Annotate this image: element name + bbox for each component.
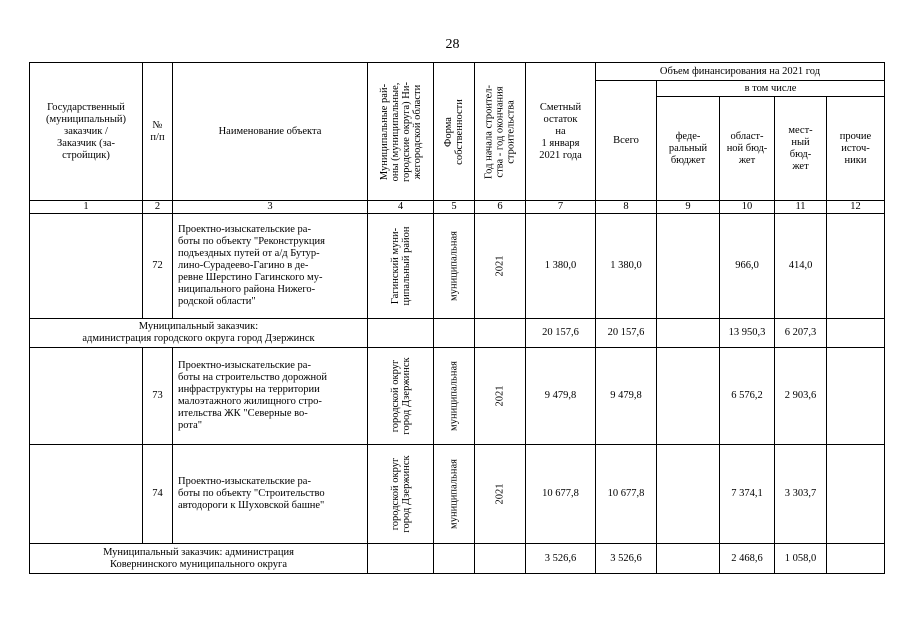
row-object-name: Проектно-изыскательские ра- боты по объекту "Строительство автодороги к Шуховской башне" (173, 445, 368, 544)
row-number: 74 (143, 445, 173, 544)
row-total: 10 677,8 (596, 445, 657, 544)
row-regional: 7 374,1 (720, 445, 775, 544)
column-number-row (30, 201, 885, 214)
row-year: 2021 (475, 214, 526, 319)
row-year: 2021 (475, 445, 526, 544)
col-num-12: 12 (827, 201, 885, 214)
row-regional: 966,0 (720, 214, 775, 319)
col-num-5: 5 (434, 201, 475, 214)
header-years: Год начала строител- ства - год окончания строительства (475, 63, 526, 201)
row-customer (30, 348, 143, 445)
row-total: 1 380,0 (596, 214, 657, 319)
subtotal-district (368, 319, 434, 348)
col-num-3: 3 (173, 201, 368, 214)
col-num-9: 9 (657, 201, 720, 214)
col-num-1: 1 (30, 201, 143, 214)
row-other (827, 214, 885, 319)
subtotal-other (827, 544, 885, 574)
subtotal-row (30, 544, 885, 574)
header-funding-2021: Объем финансирования на 2021 год (596, 63, 885, 81)
subtotal-regional: 2 468,6 (720, 544, 775, 574)
row-other (827, 445, 885, 544)
subtotal-federal (657, 319, 720, 348)
col-num-10: 10 (720, 201, 775, 214)
row-ownership: муниципальная (434, 348, 475, 445)
subtotal-row (30, 319, 885, 348)
row-district: городской округ город Дзержинск (368, 348, 434, 445)
row-balance: 9 479,8 (526, 348, 596, 445)
row-federal (657, 214, 720, 319)
subtotal-year (475, 544, 526, 574)
col-num-8: 8 (596, 201, 657, 214)
row-district: Гагинский муни- ципальный район (368, 214, 434, 319)
subtotal-regional: 13 950,3 (720, 319, 775, 348)
subtotal-label: Муниципальный заказчик: администрация Ковернинского муниципального округа (30, 544, 368, 574)
subtotal-local: 6 207,3 (775, 319, 827, 348)
row-object-name: Проектно-изыскательские ра- боты на строительство дорожной инфраструктуры на территории малоэтажного жилищного стро- ительства ЖК "Северные во- рота" (173, 348, 368, 445)
col-num-6: 6 (475, 201, 526, 214)
row-object-name: Проектно-изыскательские ра- боты по объекту "Реконструкция подъездных путей от а/д Бутур- лино-Сурадеево-Гагино в де- ревне Шерстино Гагинского му- ниципального района Нижего- родской области" (173, 214, 368, 319)
subtotal-balance: 20 157,6 (526, 319, 596, 348)
subtotal-year (475, 319, 526, 348)
subtotal-district (368, 544, 434, 574)
row-local: 414,0 (775, 214, 827, 319)
row-regional: 6 576,2 (720, 348, 775, 445)
header-including: в том числе (657, 81, 885, 97)
row-ownership: муниципальная (434, 214, 475, 319)
header-regional: област- ной бюд- жет (720, 97, 775, 201)
row-district: городской округ город Дзержинск (368, 445, 434, 544)
header-number: № п/п (143, 63, 173, 201)
col-num-7: 7 (526, 201, 596, 214)
subtotal-balance: 3 526,6 (526, 544, 596, 574)
subtotal-local: 1 058,0 (775, 544, 827, 574)
row-customer (30, 214, 143, 319)
row-total: 9 479,8 (596, 348, 657, 445)
header-balance: Сметный остаток на 1 января 2021 года (526, 63, 596, 201)
table-row (30, 348, 885, 445)
subtotal-federal (657, 544, 720, 574)
subtotal-total: 3 526,6 (596, 544, 657, 574)
row-number: 73 (143, 348, 173, 445)
page-number: 28 (445, 37, 460, 52)
row-federal (657, 348, 720, 445)
row-customer (30, 445, 143, 544)
row-ownership: муниципальная (434, 445, 475, 544)
header-federal: феде- ральный бюджет (657, 97, 720, 201)
header-customer: Государственный (муниципальный) заказчик / Заказчик (за- стройщик) (30, 63, 143, 201)
row-balance: 10 677,8 (526, 445, 596, 544)
col-num-4: 4 (368, 201, 434, 214)
subtotal-ownership (434, 544, 475, 574)
subtotal-label: Муниципальный заказчик: администрация городского округа город Дзержинск (30, 319, 368, 348)
funding-table (29, 62, 885, 574)
subtotal-ownership (434, 319, 475, 348)
header-local: мест- ный бюд- жет (775, 97, 827, 201)
row-other (827, 348, 885, 445)
col-num-2: 2 (143, 201, 173, 214)
table-row (30, 445, 885, 544)
col-num-11: 11 (775, 201, 827, 214)
subtotal-total: 20 157,6 (596, 319, 657, 348)
row-number: 72 (143, 214, 173, 319)
header-districts: Муниципальные рай- оны (муниципальные, городские округа) Ни- жегородской области (368, 63, 434, 201)
header-total: Всего (596, 81, 657, 201)
subtotal-other (827, 319, 885, 348)
header-other: прочие источ- ники (827, 97, 885, 201)
row-local: 3 303,7 (775, 445, 827, 544)
row-local: 2 903,6 (775, 348, 827, 445)
header-ownership: Форма собственности (434, 63, 475, 201)
row-balance: 1 380,0 (526, 214, 596, 319)
row-federal (657, 445, 720, 544)
header-object-name: Наименование объекта (173, 63, 368, 201)
row-year: 2021 (475, 348, 526, 445)
table-row (30, 214, 885, 319)
